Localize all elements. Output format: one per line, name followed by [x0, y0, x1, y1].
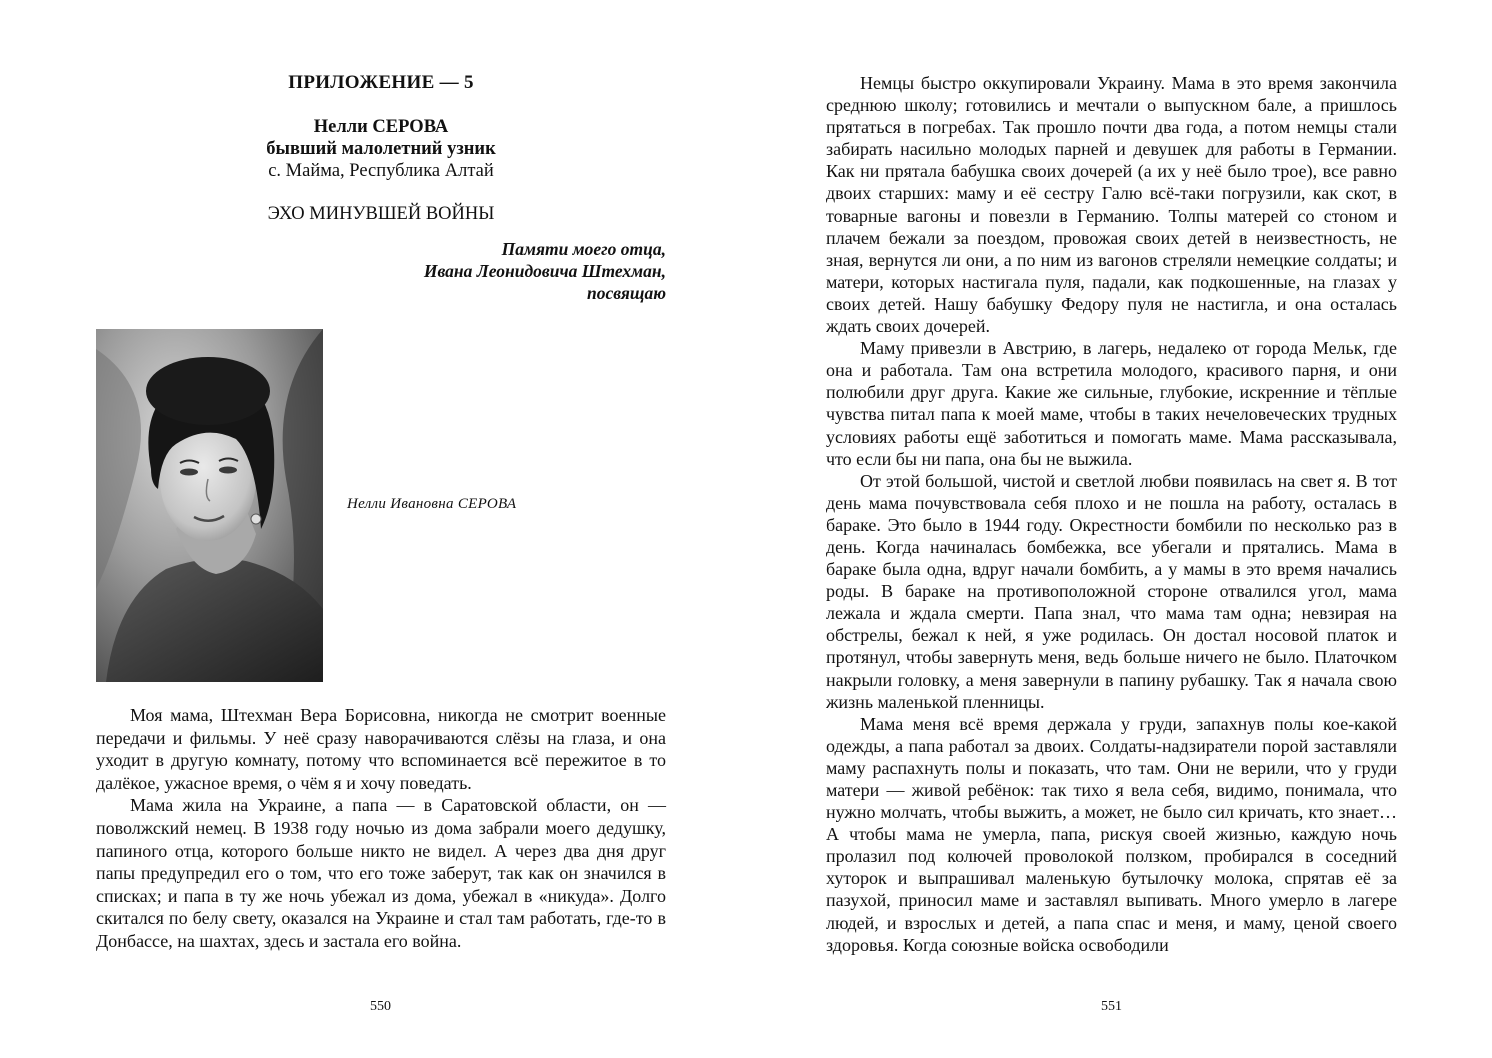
paragraph: Моя мама, Штехман Вера Борисовна, никогда не смотрит военные передачи и фильмы. У неё сразу наворачиваются слёзы на глаза, и она уходит в другую комнату, потому что вспоминается всё пережитое в то далёкое, ужасное время, о чём я и хочу поведать.: [96, 705, 666, 793]
dedication-line: Ивана Леонидовича Штехман,: [423, 261, 666, 281]
paragraph: Мама жила на Украине, а папа — в Саратовской области, он — поволжский немец. В 1938 году ночью из дома забрали моего дедушку, папиного отца, которого больше никто не видел. А через два дня друг папы предупредил его о том, что его тоже заберут, так как он значился в списках; и папа в ту же ночь убежал из дома, убежал в «никуда». Долго скитался по белу свету, оказался на Украине и стал там работать, где-то в Донбассе, на шахтах, здесь и застала его война.: [96, 795, 666, 951]
left-body-text: [96, 704, 666, 953]
right-page: [746, 0, 1492, 1058]
paragraph: От этой большой, чистой и светлой любви появилась на свет я. В тот день мама почувствовала себя плохо и не пошла на работу, осталась в бараке. Это было в 1944 году. Окрестности бомбили по несколько раз в день. Когда начиналась бомбежка, все убегали и прятались. Мама в бараке была одна, вдруг начали бомбить, а у мамы в это время начались роды. В бараке на противоположной стороне отвалился угол, мама лежала и ждала смерти. Папа знал, что мама там одна; невзирая на обстрелы, бежал к ней, я уже родилась. Он достал носовой платок и протянул, чтобы завернуть меня, ведь больше ничего не было. Платочком накрыли головку, а меня завернули в папину рубашку. Так я начала свою жизнь маленькой пленницы.: [826, 470, 1397, 712]
author-name: Нелли СЕРОВА: [313, 117, 449, 137]
author-location: с. Майма, Республика Алтай: [268, 161, 494, 181]
right-body-text: [826, 72, 1397, 956]
dedication-line: Памяти моего отца,: [501, 239, 666, 259]
paragraph: Мама меня всё время держала у груди, запахнув полы кое-какой одежды, а папа работал за двоих. Солдаты-надзиратели порой заставляли маму распахнуть полы и показать, что там. Они не верили, что у груди матери — живой ребёнок: так тихо я вела себя, видимо, понимала, что нужно молчать, чтобы выжить, а может, не было сил кричать, кто знает… А чтобы мама не умерла, папа, рискуя своей жизнью, каждую ночь пролазил под колючей проволокой ползком, пробирался в соседний хуторок и выпрашивал маленькую бутылочку молока, спрятав её за пазухой, приносил маме и заставлял выпивать. Много умерло в лагере людей, и взрослых и детей, а папа спас и меня, и маму, ценой своего здоровья. Когда союзные войска освободили: [826, 713, 1397, 955]
dedication: [300, 238, 666, 304]
paragraph: Немцы быстро оккупировали Украину. Мама в это время закончила среднюю школу; готовились и мечтали о выпускном бале, а пришлось прятаться в погребах. Так прошло почти два года, а потом немцы стали забирать насильно молодых парней и девушек для работы в Германии. Как ни прятала бабушка своих дочерей (а их у неё было трое), все равно двоих старших: маму и её сестру Галю всё-таки погрузили, как скот, в товарные вагоны и повезли в Германию. Толпы матерей со стоном и плачем бежали за поездом, провожая своих детей в неизвестность, не зная, вернутся ли они, а по ним из вагонов стреляли немецкие солдаты; и матери, которых настигала пуля, падали, как подкошенные, на глазах у своих детей. Нашу бабушку Федору пуля не настигла, и она осталась ждать своих дочерей.: [826, 73, 1397, 337]
author-portrait-photo: [96, 329, 323, 682]
essay-title: ЭХО МИНУВШЕЙ ВОЙНЫ: [267, 204, 495, 224]
page-number-left: 550: [370, 999, 391, 1014]
dedication-line: посвящаю: [587, 283, 666, 303]
appendix-title: ПРИЛОЖЕНИЕ — 5: [288, 72, 474, 93]
photo-caption: Нелли Ивановна СЕРОВА: [347, 496, 517, 512]
paragraph: Маму привезли в Австрию, в лагерь, недалеко от города Мельк, где она и работала. Там она встретила молодого, красивого парня, и они полюбили друг друга. Какие же сильные, глубокие, искренние и тёплые чувства питал папа к моей маме, чтобы в таких нечеловеческих трудных условиях работы ещё заботиться и помогать маме. Мама рассказывала, что если бы ни папа, она бы не выжила.: [826, 338, 1397, 469]
page-number-right: 551: [1101, 999, 1122, 1014]
author-status: бывший малолетний узник: [266, 139, 496, 159]
author-block: [96, 116, 666, 182]
